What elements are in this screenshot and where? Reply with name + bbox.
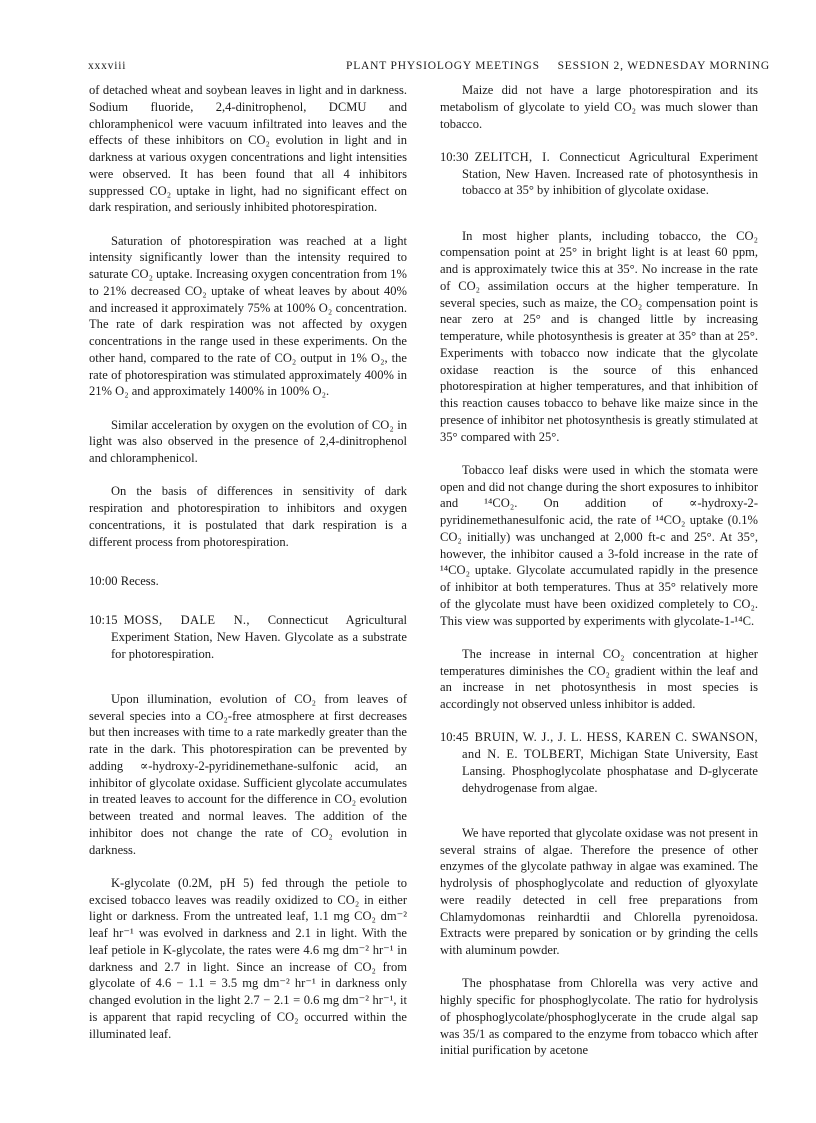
paragraph: Similar acceleration by oxygen on the evolution of CO₂ in light was also observed in the presence of 2,4-dinitrophenol and chloramphenicol. bbox=[89, 417, 407, 465]
paragraph: Saturation of photorespiration was reached at a light intensity significantly lower than the intensity required to saturate CO₂ uptake. Increasing oxygen concentration from 1% to 21% decreased CO₂ uptake of wheat leaves by about 40% and increased it approximately 75% at 100% O₂ concentration. The rate of dark respiration was not affected by oxygen concentrations in the range used in these experiments. On the other hand, compared to the rate of CO₂ output in 1% O₂, the rate of photorespiration was stimulated approximately 400% in 21% O₂ and approximately 1400% in 100% O₂. bbox=[89, 233, 407, 399]
entry-title: Connecticut Agricultural Experiment Station, New Haven. Glycolate as a substrate for photorespiration. bbox=[111, 613, 407, 661]
page-number: xxxviii bbox=[88, 60, 127, 72]
entry-title: Connecticut Agricultural Experiment Station, New Haven. Increased rate of photosynthesis in tobacco at 35° by inhibition of glycolate oxidase. bbox=[462, 149, 759, 198]
entry-title: Michigan State University, East Lansing. Phosphoglycolate phosphatase and D-glycerate dehydrogenase from algae. bbox=[462, 747, 758, 795]
paragraph: Upon illumination, evolution of CO₂ from leaves of several species into a CO₂-free atmosphere at first decreases but then increases with time to a rate markedly greater than the rate in the dark. This photorespiration can be prevented by adding ∝-hydroxy-2-pyridinemethane-sulfonic acid, an inhibitor of glycolate oxidase. Sufficient glycolate accumulates in treated leaves to account for the difference in CO₂ evolution between treated and normal leaves. The addition of the inhibitor does not change the rate of CO₂ evolution in darkness. bbox=[89, 691, 407, 857]
journal-title: PLANT PHYSIOLOGY MEETINGS bbox=[346, 60, 540, 72]
right-column bbox=[440, 82, 758, 1076]
paragraph: The increase in internal CO₂ concentration at higher temperatures diminishes the CO₂ gradient within the leaf and an increase in net photosynthesis in most species is accordingly not observed unless inhibitor is added. bbox=[440, 646, 758, 711]
paragraph: In most higher plants, including tobacco, the CO₂ compensation point at 25° in bright light is at least 60 ppm, and is approximately twice this at 35°. No increase in the rate of CO₂ assimilation occurs at the higher temperature. In several species, such as maize, the CO₂ compensation point is near zero at 25° and is changed little by increasing temperature, while photosynthesis is greater at 35° than at 25°. Experiments with tobacco now indicate that the glycolate oxidase reaction is the source of this enhanced photorespiration at higher temperatures, and that inhibition of this reaction causes tobacco to behave like maize since in the presence of inhibitor net photosynthesis is greatly stimulated at 35° compared with 25°. bbox=[440, 228, 758, 444]
entry-authors: MOSS, DALE N., bbox=[123, 613, 250, 627]
entry-time: 10:15 bbox=[89, 613, 118, 627]
paragraph: Tobacco leaf disks were used in which the stomata were open and did not change during the short exposures to inhibitor and ¹⁴CO₂. On addition of ∝-hydroxy-2-pyridinemethanesulfonic acid, the rate of ¹⁴CO₂ uptake (0.1% CO₂ initially) was unchanged at 2,000 ft-c and 25°. At 35°, however, the inhibitor caused a 3-fold increase in the rate of ¹⁴CO₂ uptake. Glycolate accumulated rapidly in the presence of inhibitor at both temperatures. Thus at 35° relatively more of the glycolate must have been oxidized completely to CO₂. This view was supported by experiments with glycolate-1-¹⁴C. bbox=[440, 462, 758, 628]
paragraph: K-glycolate (0.2M, pH 5) fed through the petiole to excised tobacco leaves was readily oxidized to CO₂ in either light or darkness. From the untreated leaf, 1.1 mg CO₂ dm⁻² leaf hr⁻¹ was evolved in darkness and 2.1 in light. With the leaf petiole in K-glycolate, the rates were 4.6 mg dm⁻² hr⁻¹ in darkness and 2.7 in light. Since an increase of CO₂ from glycolate of 4.6 − 1.1 = 3.5 mg dm⁻² hr⁻¹ in darkness only changed evolution in the light 2.7 − 2.1 = 0.6 mg dm⁻² hr⁻¹, it is apparent that rapid recycling of CO₂ occurred within the illuminated leaf. bbox=[89, 875, 407, 1041]
abstract-heading-zelitch bbox=[440, 149, 758, 199]
recess-label: Recess. bbox=[120, 573, 159, 588]
abstract-heading-moss bbox=[89, 612, 407, 662]
entry-time: 10:45 bbox=[440, 730, 469, 745]
paragraph: of detached wheat and soybean leaves in light and in darkness. Sodium fluoride, 2,4-dinitrophenol, DCMU and chloramphenicol were vacuum infiltrated into leaves and the effects of these inhibitors on CO₂ evolution in light and in darkness at various oxygen concentrations and light intensities were observed. It has been found that all 4 inhibitors suppressed CO₂ uptake in light, had no significant effect on dark respiration, and seriously inhibited photorespiration. bbox=[89, 83, 407, 215]
paragraph: The phosphatase from Chlorella was very active and highly specific for phosphoglycolate. The ratio for hydrolysis of phosphoglycolate/phosphoglycerate in the crude algal sap was 35/1 as compared to the enzyme from tobacco which after initial purification by acetone bbox=[440, 976, 758, 1058]
paragraph: Maize did not have a large photorespiration and its metabolism of glycolate to yield CO₂ was much slower than tobacco. bbox=[440, 83, 758, 131]
entry-authors: ZELITCH, I. bbox=[474, 149, 551, 164]
left-column bbox=[89, 82, 407, 1059]
entry-authors: BRUIN, W. J., J. L. HESS, KAREN C. SWANSON, and N. E. TOLBERT, bbox=[462, 730, 758, 761]
paragraph: We have reported that glycolate oxidase was not present in several strains of algae. Therefore the presence of other enzymes of the glycolate pathway in algae was examined. The hydrolysis of phosphoglycolate and reduction of glyoxylate were readily detected in cell free preparations from Chlamydomonas reinhardtii and Chlorella pyrenoidosa. Extracts were prepared by sonication or by grinding the cells with aluminum powder. bbox=[440, 825, 758, 957]
paragraph: On the basis of differences in sensitivity of dark respiration and photorespiration to inhibitors and oxygen concentrations, it is postulated that dark respiration is a different process from photorespiration. bbox=[89, 484, 407, 549]
abstract-heading-bruin bbox=[440, 729, 758, 796]
running-header bbox=[88, 60, 770, 78]
session-label: SESSION 2, WEDNESDAY MORNING bbox=[557, 60, 770, 72]
recess-entry bbox=[89, 573, 407, 590]
entry-time: 10:30 bbox=[440, 149, 469, 164]
recess-time: 10:00 bbox=[89, 573, 118, 588]
